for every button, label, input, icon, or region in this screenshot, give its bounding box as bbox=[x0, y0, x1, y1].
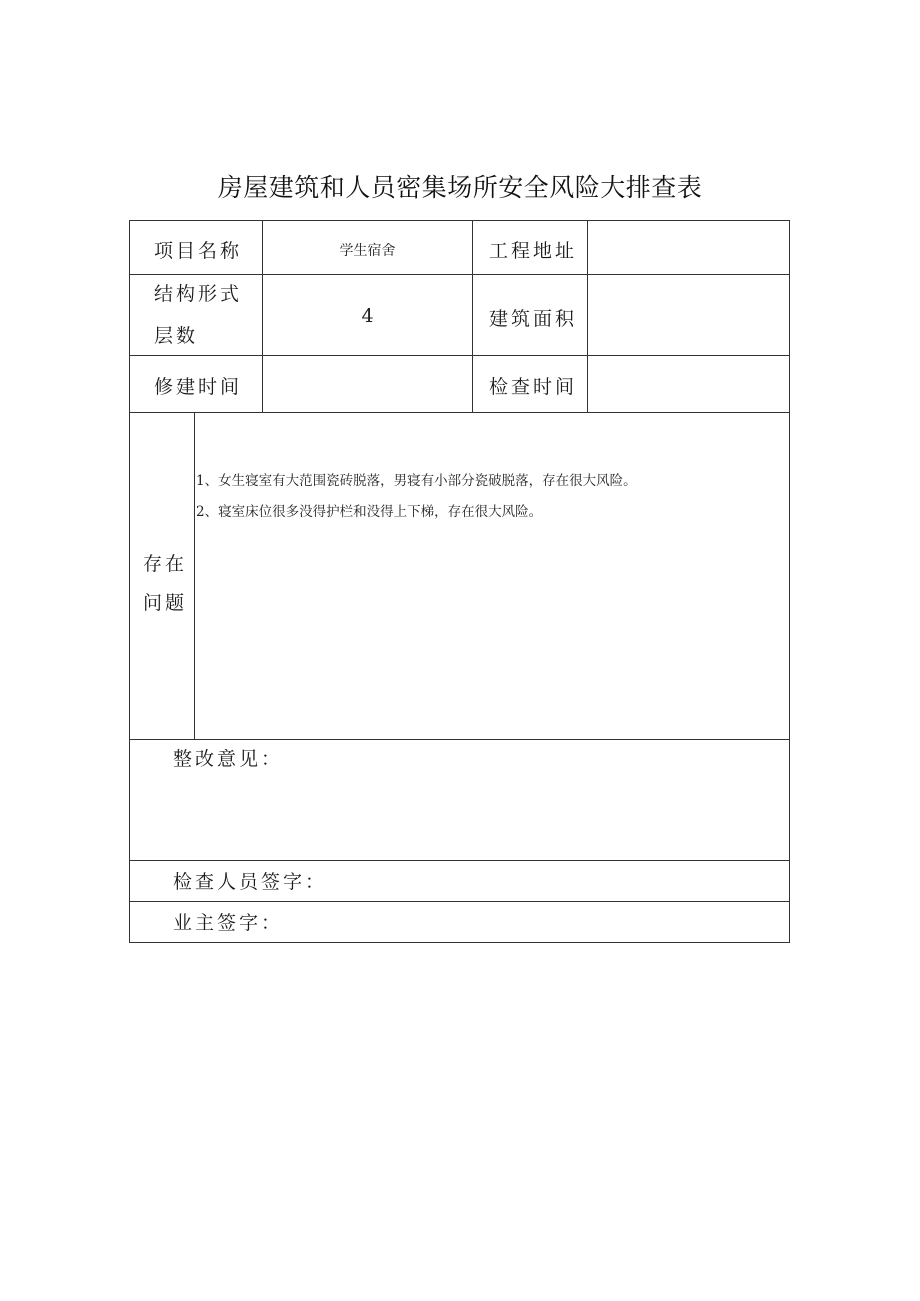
issue-item: 2、寝室床位很多没得护栏和没得上下梯，存在很大风险。 bbox=[196, 504, 543, 520]
floors-label: 层数 bbox=[154, 325, 199, 347]
inspection-form bbox=[129, 220, 790, 943]
rectification-label: 整改意见： bbox=[173, 748, 284, 770]
row-divider bbox=[130, 901, 789, 902]
column-divider bbox=[194, 412, 195, 739]
owner-signature-label: 业主签字： bbox=[173, 912, 284, 934]
issues-label-line1: 存在 bbox=[143, 553, 188, 575]
page-title: 房屋建筑和人员密集场所安全风险大排查表 bbox=[217, 173, 703, 202]
column-divider bbox=[587, 221, 588, 412]
project-name-value: 学生宿舍 bbox=[339, 243, 396, 259]
structure-type-label: 结构形式 bbox=[154, 283, 243, 305]
row-divider bbox=[130, 274, 789, 275]
row-divider bbox=[130, 412, 789, 413]
project-name-label: 项目名称 bbox=[154, 240, 243, 262]
column-divider bbox=[472, 221, 473, 412]
issues-label-line2: 问题 bbox=[143, 592, 188, 614]
building-area-label: 建筑面积 bbox=[489, 308, 578, 330]
address-label: 工程地址 bbox=[489, 240, 578, 262]
row-divider bbox=[130, 739, 789, 740]
issue-item: 1、女生寝室有大范围瓷砖脱落，男寝有小部分瓷破脱落，存在很大风险。 bbox=[196, 473, 637, 489]
check-time-label: 检查时间 bbox=[489, 376, 578, 398]
inspector-signature-label: 检查人员签字： bbox=[173, 871, 328, 893]
floors-value: 4 bbox=[361, 305, 374, 327]
row-divider bbox=[130, 355, 789, 356]
row-divider bbox=[130, 860, 789, 861]
build-time-label: 修建时间 bbox=[154, 376, 243, 398]
